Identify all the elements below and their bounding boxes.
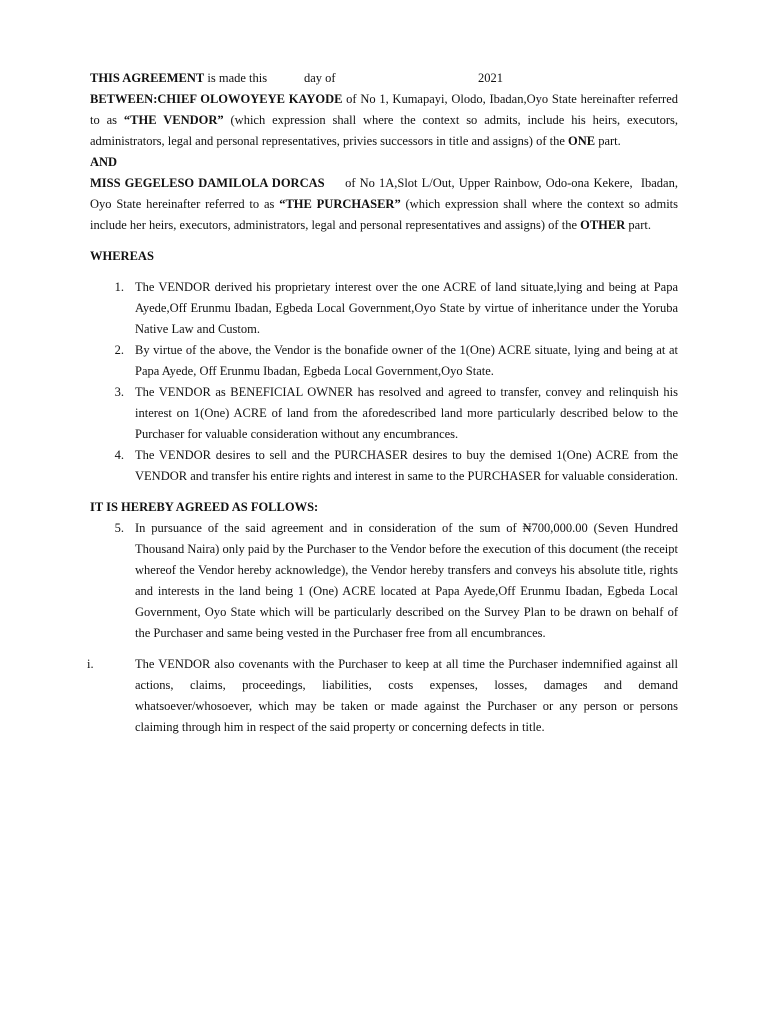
item-number: i. [87, 657, 94, 671]
day-of-text: day of [304, 71, 336, 85]
purchaser-paragraph [90, 173, 682, 236]
vendor-term: “THE VENDOR” [123, 113, 224, 127]
agreed-label: IT IS HEREBY AGREED AS FOLLOWS: [90, 500, 319, 514]
purchaser-clause: (which expression shall where the context so admits include her heirs, executors, administrators, legal and personal representatives and assigns) of the [90, 197, 682, 232]
and-label-text: AND [90, 155, 118, 169]
item-number: 3. [114, 385, 124, 399]
item-text: The VENDOR derived his proprietary interest over the one ACRE of land situate,lying and being at Papa Ayede,Off Erunmu Ibadan, Egbeda Local Government,Oyo State by virtue of inheritance under the Yoruba Native Law and Custom. [135, 280, 678, 336]
and-label [90, 152, 678, 173]
heading-lead [90, 68, 304, 89]
item-number: 2. [114, 343, 124, 357]
item-text: By virtue of the above, the Vendor is the bonafide owner of the 1(One) ACRE situate, lying and being at at Papa Ayede, Off Erunmu Ibadan, Egbeda Local Government,Oyo State. [135, 343, 678, 378]
vendor-clause: (which expression shall where the context so admits, include his heirs, executors, administrators, legal and personal representatives, privies successors in title and assigns) of the [90, 113, 678, 148]
whereas-item [90, 277, 678, 340]
agreed-item [90, 518, 678, 644]
purchaser-part: OTHER [580, 218, 626, 232]
whereas-item [90, 445, 678, 487]
whereas-label: WHEREAS [90, 249, 154, 263]
purchaser-address: of No 1A,Slot L/Out, Upper Rainbow, Odo-ona Kekere, Ibadan, Oyo State hereinafter referred to as [90, 176, 682, 211]
item-number: 5. [114, 521, 124, 535]
vendor-part: ONE [568, 134, 596, 148]
whereas-item [90, 382, 678, 445]
item-number: 4. [114, 448, 124, 462]
item-text: The VENDOR desires to sell and the PURCHASER desires to buy the demised 1(One) ACRE from the VENDOR and transfer his entire rights and interest in same to the PURCHASER for valuable consideration. [135, 448, 678, 483]
vendor-address: of No 1, Kumapayi, Olodo, Ibadan,Oyo State hereinafter referred to as [90, 92, 678, 127]
between-label: BETWEEN: [90, 92, 158, 106]
agreement-heading [90, 68, 678, 89]
item-text: The VENDOR as BENEFICIAL OWNER has resolved and agreed to transfer, convey and relinquish his interest on 1(One) ACRE of land from the aforedescribed land more particularly described below to the Purchaser for valuable consideration without any encumbrances. [135, 385, 678, 441]
agreement-title: THIS AGREEMENT [90, 71, 205, 85]
item-text: In pursuance of the said agreement and in consideration of the sum of ₦700,000.00 (Seven Hundred Thousand Naira) only paid by the Purchaser to the Vendor before the execution of this document (the receipt whereof the Vendor hereby acknowledge), the Vendor hereby transfers and conveys his absolute title, rights and interests in the land being 1 (One) ACRE located at Papa Ayede,Off Erunmu Ibadan, Egbeda Local Government, Oyo State which will be particularly described on the Survey Plan to be drawn on behalf of the Purchaser and same being vested in the Purchaser free from all encumbrances. [135, 521, 678, 640]
item-number: 1. [114, 280, 124, 294]
purchaser-name: MISS GEGELESO DAMILOLA DORCAS [90, 176, 325, 190]
vendor-name: CHIEF OLOWOYEYE KAYODE [157, 92, 343, 106]
vendor-paragraph [90, 89, 678, 152]
whereas-heading [90, 246, 678, 267]
agreed-heading [90, 497, 678, 518]
purchaser-term: “THE PURCHASER” [279, 197, 401, 211]
item-text: The VENDOR also covenants with the Purchaser to keep at all time the Purchaser indemnified against all actions, claims, proceedings, liabilities, costs expenses, losses, damages and demand whatsoever/whosoever, which may be taken or made against the Purchaser or any person or persons claiming through him in respect of the said property or concerning defects in title. [135, 657, 678, 734]
purchaser-end: part. [625, 218, 651, 232]
covenant-item [87, 654, 678, 738]
agreement-year: 2021 [478, 71, 503, 85]
made-this-text: is made this [204, 71, 268, 85]
agreement-document [87, 68, 682, 738]
whereas-item [90, 340, 678, 382]
vendor-end: part. [595, 134, 621, 148]
